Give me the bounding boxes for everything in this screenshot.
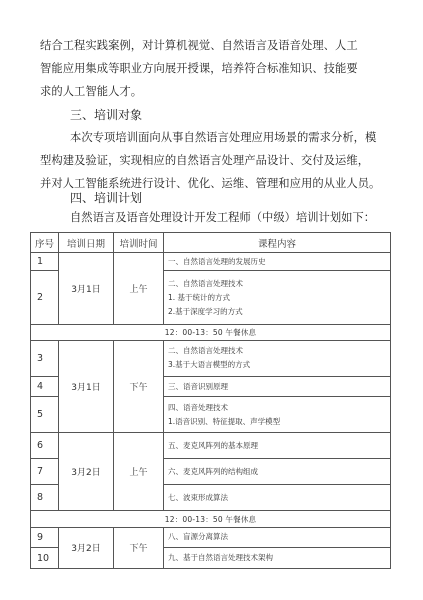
course-line: 九、基于自然语言处理技术架构 [168,553,273,563]
section3-line-3: 并对人工智能系统进行设计、优化、运维、管理和应用的从业人员。 [40,177,381,190]
row-number: 1 [31,253,59,271]
row-number: 5 [31,397,59,433]
section-heading-training-plan: 四、培训计划 [70,191,143,205]
lunch-break-text: 12：00-13：50 午餐休息 [31,324,391,340]
row-number: 2 [31,271,59,324]
course-line: 七、波束形成算法 [168,492,228,502]
row-number: 9 [31,527,59,548]
section3-line-2: 型构建及验证，实现相应的自然语言处理产品设计、交付及运维， [40,154,370,167]
row-number: 8 [31,485,59,511]
course-content [164,548,391,569]
course-content [164,485,391,511]
row-number: 7 [31,459,59,485]
row-number: 3 [31,340,59,376]
row-number: 4 [31,376,59,397]
lunch-break-text: 12：00-13：50 午餐休息 [31,511,391,527]
training-schedule-table [30,232,391,569]
training-date: 3月2日 [59,527,114,568]
training-time: 下午 [114,527,164,568]
training-date: 3月1日 [59,253,114,325]
course-line: 2.基于深度学习的方式 [168,306,243,316]
intro-line-1: 结合工程实践案例，对计算机视觉、自然语言及语音处理、人工 [40,39,358,52]
table-header-row [31,233,391,253]
section-heading-training-target: 三、培训对象 [70,108,143,122]
table-row [31,527,391,548]
course-line: 一、自然语言处理的发展历史 [168,256,266,266]
row-number: 10 [31,548,59,569]
course-line: 二、自然语言处理技术 [168,278,243,288]
training-time: 上午 [114,433,164,511]
section3-line-1: 本次专项培训面向从事自然语言处理应用场景的需求分析，模 [70,131,377,144]
lunch-break-row [31,324,391,340]
row-number: 6 [31,433,59,459]
header-content: 课程内容 [164,233,391,253]
table-row [31,433,391,459]
course-line: 八、盲源分离算法 [168,532,228,542]
course-content [164,433,391,459]
header-date: 培训日期 [59,233,114,253]
course-line: 1.语音识别、特征提取、声学模型 [168,416,281,426]
intro-line-3: 求的人工智能人才。 [40,85,143,98]
course-line: 二、自然语言处理技术 [168,346,243,356]
course-content [164,527,391,548]
course-content [164,340,391,376]
course-content [164,376,391,397]
course-line: 三、语音识别原理 [168,381,228,391]
course-content [164,253,391,271]
training-time: 下午 [114,340,164,432]
course-line: 五、麦克风阵列的基本原理 [168,440,258,450]
course-content [164,271,391,324]
course-line: 1. 基于统计的方式 [168,292,231,302]
training-date: 3月2日 [59,433,114,511]
header-time: 培训时间 [114,233,164,253]
plan-intro-text: 自然语言及语音处理设计开发工程师（中级）培训计划如下： [70,211,376,224]
training-date: 3月1日 [59,340,114,432]
course-line: 3.基于大语言模型的方式 [168,360,251,370]
course-content [164,459,391,485]
course-line: 四、语音处理技术 [168,402,228,412]
table-row [31,253,391,271]
course-content [164,397,391,433]
training-time: 上午 [114,253,164,325]
lunch-break-row [31,511,391,527]
table-row [31,340,391,376]
course-line: 六、麦克风阵列的结构组成 [168,466,258,476]
header-index: 序号 [31,233,59,253]
intro-line-2: 智能应用集成等职业方向展开授课，培养符合标准知识、技能要 [40,62,358,75]
